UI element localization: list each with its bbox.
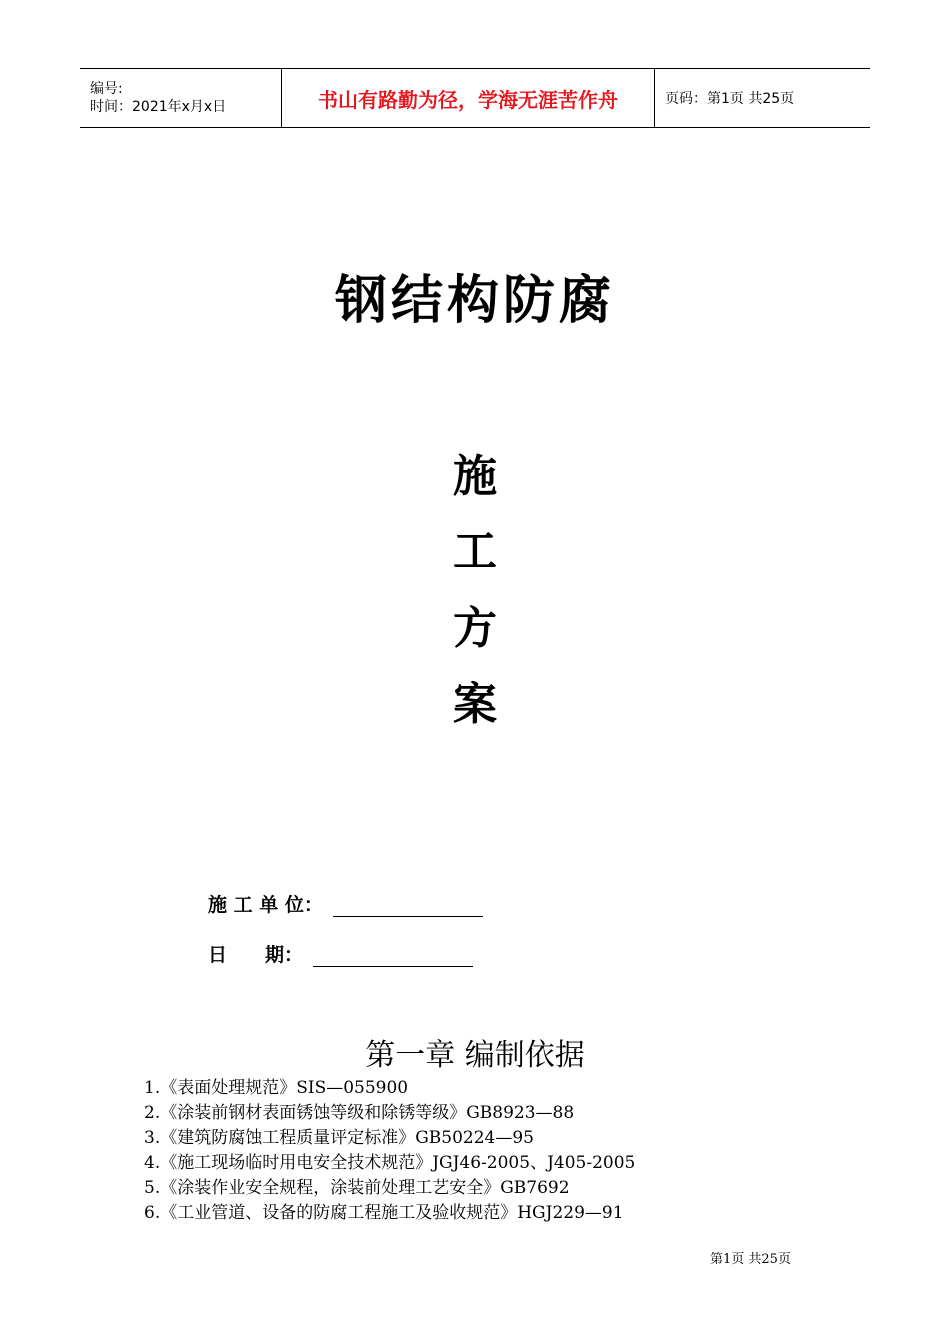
page-footer: 第1页 共25页 <box>710 1252 791 1267</box>
subtitle-char-3: 方 <box>453 603 497 654</box>
construction-unit-label: 施 工 单 位： <box>208 894 323 916</box>
reference-item: 1.《表面处理规范》SIS—055900 <box>144 1078 409 1098</box>
page-header <box>80 68 870 128</box>
document-title: 钢结构防腐 <box>334 271 615 331</box>
reference-item: 6.《工业管道、设备的防腐工程施工及验收规范》HGJ229—91 <box>144 1203 624 1223</box>
chapter-heading: 第一章 编制依据 <box>365 1038 585 1073</box>
construction-unit-field <box>208 890 483 917</box>
reference-list <box>144 1076 635 1226</box>
header-left-cell <box>80 69 282 127</box>
reference-item: 4.《施工现场临时用电安全技术规范》JGJ46-2005、J405-2005 <box>144 1153 636 1173</box>
document-number-label: 编号: <box>90 81 123 97</box>
construction-unit-blank[interactable] <box>333 896 483 917</box>
header-page-cell <box>655 69 870 127</box>
reference-item: 3.《建筑防腐蚀工程质量评定标准》GB50224—95 <box>144 1128 535 1148</box>
date-label: 日 期： <box>208 944 304 966</box>
subtitle-char-1: 施 <box>453 451 497 502</box>
date-field <box>208 940 473 967</box>
date-blank[interactable] <box>313 946 473 967</box>
header-page-info: 页码：第1页 共25页 <box>665 91 795 107</box>
reference-item: 5.《涂装作业安全规程，涂装前处理工艺安全》GB7692 <box>144 1178 570 1198</box>
header-motto-cell <box>282 69 655 127</box>
motto-text: 书山有路勤为径，学海无涯苦作舟 <box>318 87 618 112</box>
subtitle-char-4: 案 <box>453 679 497 730</box>
document-time-label: 时间：2021年x月x日 <box>90 99 227 115</box>
reference-item: 2.《涂装前钢材表面锈蚀等级和除锈等级》GB8923—88 <box>144 1103 575 1123</box>
subtitle-char-2: 工 <box>453 526 497 577</box>
